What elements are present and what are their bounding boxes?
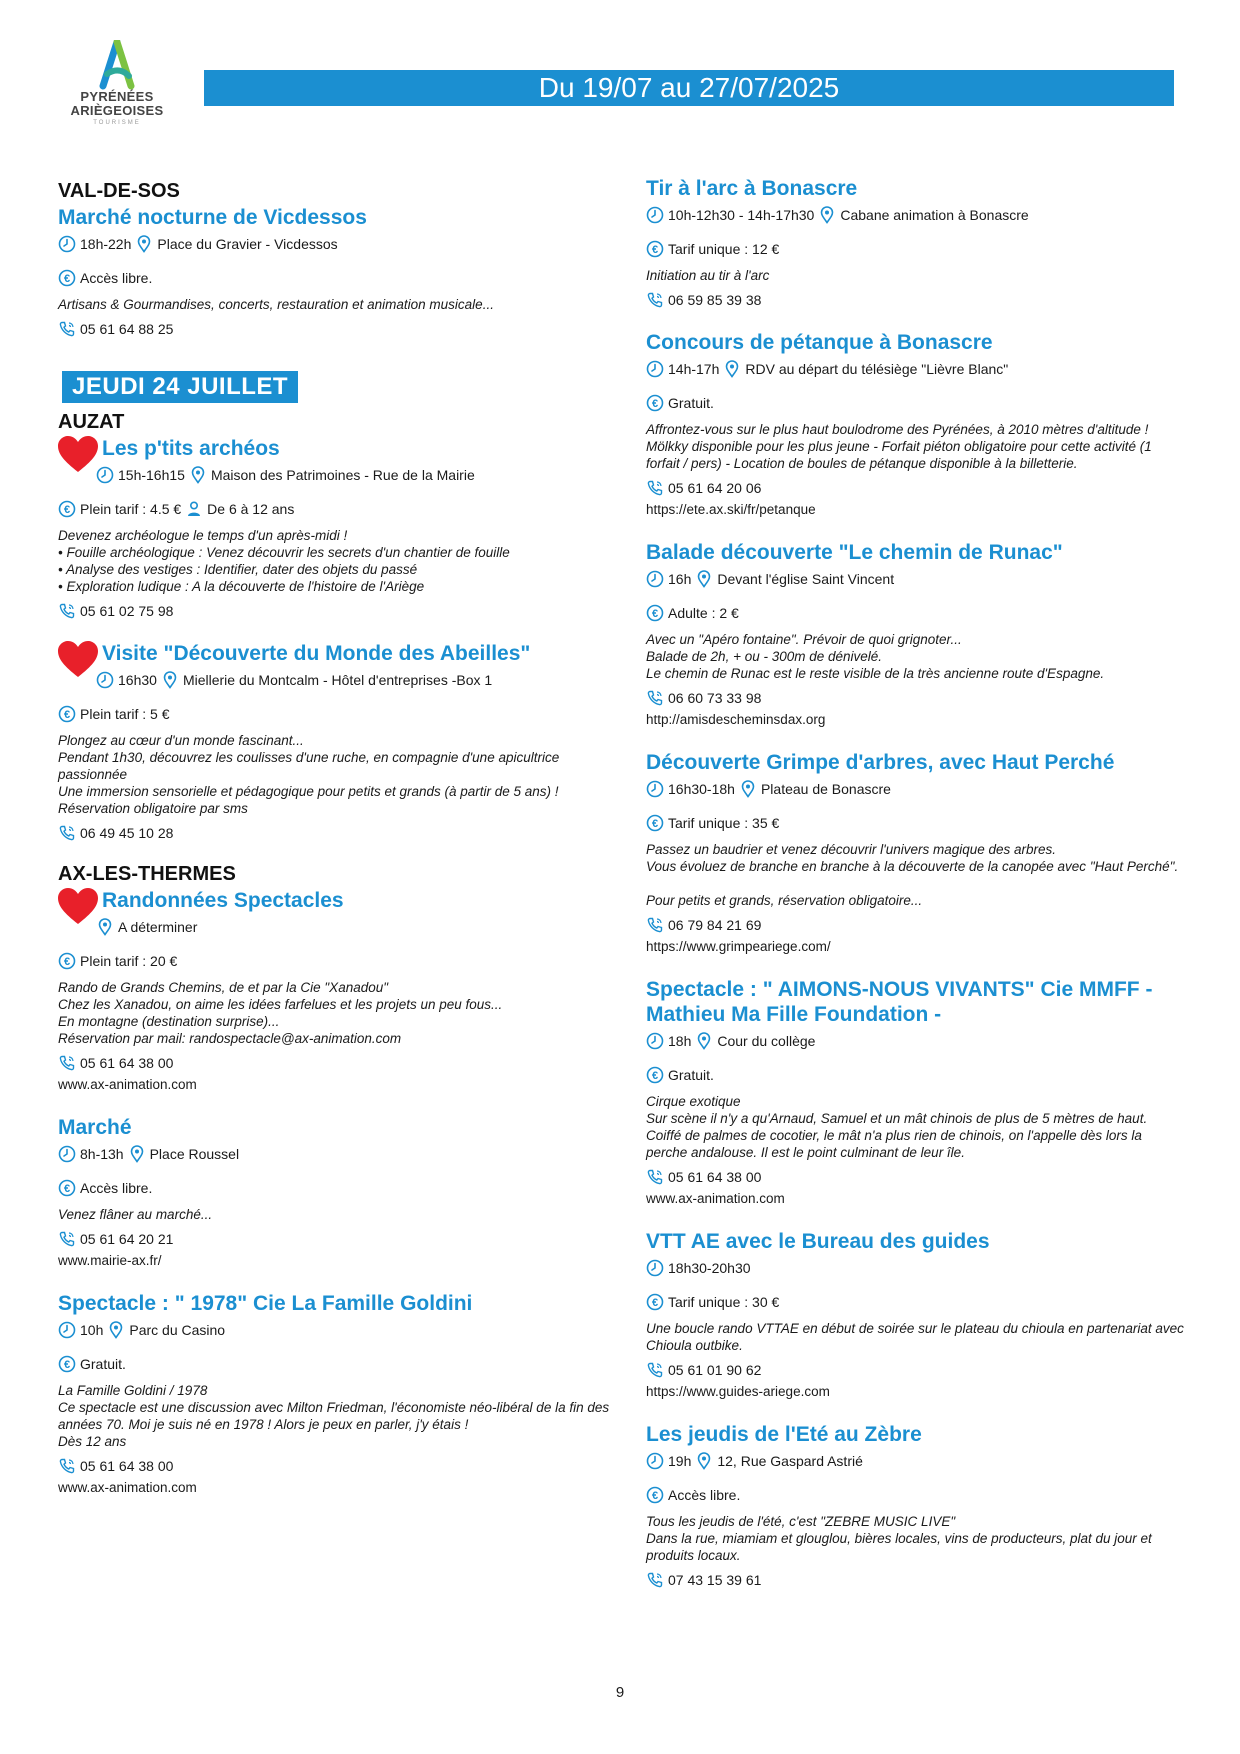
euro-icon <box>646 604 664 622</box>
phone-icon <box>646 916 664 934</box>
event-place: Place Roussel <box>149 1146 240 1162</box>
event-price: Tarif unique : 30 € <box>668 1294 780 1310</box>
event-time: 16h30 <box>118 672 157 688</box>
event-title: Spectacle : " 1978" Cie La Famille Goldini <box>58 1292 473 1315</box>
event-title: Randonnées Spectacles <box>102 889 344 912</box>
phone-icon <box>58 824 76 842</box>
event-description <box>646 631 1186 682</box>
phone-icon <box>58 1457 76 1475</box>
event <box>58 1291 618 1498</box>
event-title: VTT AE avec le Bureau des guides <box>646 1230 990 1253</box>
clock-icon <box>646 1032 664 1050</box>
event-title: Spectacle : " AIMONS-NOUS VIVANTS" Cie MMFF - Mathieu Ma Fille Foundation - <box>646 978 1153 1026</box>
svg-text:€: € <box>651 818 659 830</box>
event <box>646 176 1186 310</box>
event-phone[interactable]: 06 49 45 10 28 <box>80 825 174 841</box>
town-heading: AX-LES-THERMES <box>58 863 236 885</box>
svg-text:€: € <box>63 504 71 516</box>
description-line: Passez un baudrier et venez découvrir l'univers magique des arbres. <box>646 842 1057 857</box>
description-line: Pour petits et grands, réservation obligatoire... <box>646 893 923 908</box>
phone-icon <box>646 1571 664 1589</box>
event-phone[interactable]: 05 61 02 75 98 <box>80 603 174 619</box>
event-price-line <box>646 1065 1186 1085</box>
euro-icon <box>58 269 76 287</box>
event-website-link[interactable]: www.ax-animation.com <box>58 1077 197 1092</box>
event-time: 18h30-20h30 <box>668 1260 751 1276</box>
phone-icon <box>646 1361 664 1379</box>
clock-icon <box>646 206 664 224</box>
event-title: Les jeudis de l'Eté au Zèbre <box>646 1423 922 1446</box>
description-line <box>646 875 1186 892</box>
euro-icon <box>58 500 76 518</box>
event-time: 10h-12h30 - 14h-17h30 <box>668 207 815 223</box>
event-website-link[interactable]: www.mairie-ax.fr/ <box>58 1253 162 1268</box>
event-phone[interactable]: 06 59 85 39 38 <box>668 292 762 308</box>
description-line: Dans la rue, miamiam et glouglou, bières locales, vins de producteurs, plat du jour et produits locaux. <box>646 1531 1152 1563</box>
event-phone[interactable]: 05 61 64 38 00 <box>668 1169 762 1185</box>
description-line: Une immersion sensorielle et pédagogique pour petits et grands (à partir de 5 ans) ! <box>58 784 559 799</box>
logo-mark-icon <box>97 40 137 90</box>
event-time: 10h <box>80 1322 104 1338</box>
event-age: De 6 à 12 ans <box>207 501 295 517</box>
description-line: Avec un "Apéro fontaine". Prévoir de quoi grignoter... <box>646 632 962 647</box>
event-phone[interactable]: 07 43 15 39 61 <box>668 1572 762 1588</box>
event-time: 19h <box>668 1453 692 1469</box>
event-description <box>646 1320 1186 1354</box>
event <box>646 750 1186 957</box>
clock-icon <box>646 360 664 378</box>
description-line: Réservation par mail: randospectacle@ax-animation.com <box>58 1031 402 1046</box>
town-heading: AUZAT <box>58 411 125 433</box>
event-when-where <box>58 465 618 485</box>
heart-icon <box>56 639 100 679</box>
description-line: Dès 12 ans <box>58 1434 127 1449</box>
euro-icon <box>646 1486 664 1504</box>
event-phone[interactable]: 05 61 01 90 62 <box>668 1362 762 1378</box>
event-price-line <box>58 1178 618 1198</box>
event-when-where <box>58 670 618 690</box>
event-when-where <box>646 1451 1186 1471</box>
event <box>58 436 618 621</box>
description-line: • Analyse des vestiges : Identifier, dater des objets du passé <box>58 562 418 577</box>
event-title: Visite "Découverte du Monde des Abeilles" <box>102 642 531 665</box>
right-column <box>646 176 1186 1610</box>
event-title: Tir à l'arc à Bonascre <box>646 177 858 200</box>
event-phone[interactable]: 05 61 64 88 25 <box>80 321 174 337</box>
euro-icon <box>58 1179 76 1197</box>
clock-icon <box>646 570 664 588</box>
svg-text:€: € <box>63 956 71 968</box>
description-line: Devenez archéologue le temps d'un après-midi ! <box>58 528 348 543</box>
event-phone-line <box>58 319 618 339</box>
event-price-line <box>58 268 618 288</box>
person-icon <box>185 500 203 518</box>
phone-icon <box>646 479 664 497</box>
location-pin-icon <box>189 466 207 484</box>
event-when-where <box>646 569 1186 589</box>
day-heading: JEUDI 24 JUILLET <box>62 371 298 403</box>
description-line: Chez les Xanadou, on aime les idées farfelues et les projets un peu fous... <box>58 997 503 1012</box>
description-line: Affrontez-vous sur le plus haut boulodrome des Pyrénées, à 2010 mètres d'altitude ! Mölkky disponible pour les plus jeune - Forfait piéton obligatoire pour cette activité (1 forfait / pers) - Location de boules de pétanque disponible à la billetterie. <box>646 422 1152 471</box>
event-place: Parc du Casino <box>129 1322 226 1338</box>
event-price: Tarif unique : 35 € <box>668 815 780 831</box>
event-price-line <box>646 813 1186 833</box>
description-line: Ce spectacle est une discussion avec Milton Friedman, l'économiste néo-libéral de la fin des années 70. Moi je suis né en 1978 ! Alors je peux en parler, j'y étais ! <box>58 1400 610 1432</box>
event-price: Gratuit. <box>668 1067 714 1083</box>
location-pin-icon <box>739 780 757 798</box>
event-website-link[interactable]: https://www.grimpeariege.com/ <box>646 939 831 954</box>
event-place: Cabane animation à Bonascre <box>840 207 1029 223</box>
event-when-where <box>646 1258 1186 1278</box>
event-price: Accès libre. <box>80 270 153 286</box>
event-time: 16h <box>668 571 692 587</box>
event <box>58 1115 618 1271</box>
svg-text:€: € <box>651 1070 659 1082</box>
event-when-where <box>646 1031 1186 1051</box>
description-line: Artisans & Gourmandises, concerts, restauration et animation musicale... <box>58 297 494 312</box>
event-when-where <box>646 359 1186 379</box>
event-title: Marché nocturne de Vicdessos <box>58 206 367 229</box>
description-line: Initiation au tir à l'arc <box>646 268 770 283</box>
event-time: 8h-13h <box>80 1146 124 1162</box>
event-place: 12, Rue Gaspard Astrié <box>717 1453 863 1469</box>
event-price: Plein tarif : 5 € <box>80 706 170 722</box>
event-price: Accès libre. <box>668 1487 741 1503</box>
event-phone[interactable]: 05 61 64 38 00 <box>80 1458 174 1474</box>
event-price-line <box>646 1485 1186 1505</box>
event-phone-line <box>646 688 1186 708</box>
event-when-where <box>58 1144 618 1164</box>
event-phone-line <box>646 290 1186 310</box>
location-pin-icon <box>128 1145 146 1163</box>
description-line: Pendant 1h30, découvrez les coulisses d'une ruche, en compagnie d'une apicultrice passionnée <box>58 750 560 782</box>
event-price: Gratuit. <box>80 1356 126 1372</box>
event-description <box>58 732 618 817</box>
clock-icon <box>58 1321 76 1339</box>
event-time: 16h30-18h <box>668 781 735 797</box>
description-line: Venez flâner au marché... <box>58 1207 213 1222</box>
euro-icon <box>58 1355 76 1373</box>
location-pin-icon <box>818 206 836 224</box>
svg-text:€: € <box>63 1183 71 1195</box>
phone-icon <box>646 689 664 707</box>
euro-icon <box>646 1066 664 1084</box>
phone-icon <box>58 320 76 338</box>
event-phone[interactable]: 05 61 64 38 00 <box>80 1055 174 1071</box>
svg-text:€: € <box>651 244 659 256</box>
event-time: 15h-16h15 <box>118 467 185 483</box>
event-phone-line <box>58 1456 618 1476</box>
event-website-link[interactable]: https://www.guides-ariege.com <box>646 1384 830 1399</box>
event-description <box>646 841 1186 909</box>
heart-icon <box>56 434 100 474</box>
event-price: Plein tarif : 20 € <box>80 953 178 969</box>
event-price: Accès libre. <box>80 1180 153 1196</box>
description-line: • Exploration ludique : A la découverte de l'histoire de l'Ariège <box>58 579 425 594</box>
event-when-where <box>58 917 618 937</box>
phone-icon <box>58 602 76 620</box>
description-line: Tous les jeudis de l'été, c'est "ZEBRE MUSIC LIVE" <box>646 1514 956 1529</box>
date-range-banner: Du 19/07 au 27/07/2025 <box>204 70 1174 106</box>
event-place: RDV au départ du télésiège "Lièvre Blanc" <box>745 361 1009 377</box>
euro-icon <box>58 705 76 723</box>
event-price-line <box>646 393 1186 413</box>
event-description <box>58 296 618 313</box>
event-place: Plateau de Bonascre <box>760 781 891 797</box>
event-phone-line <box>646 478 1186 498</box>
event-price: Plein tarif : 4.5 € <box>80 501 182 517</box>
event-title: Concours de pétanque à Bonascre <box>646 331 993 354</box>
description-line: Rando de Grands Chemins, de et par la Cie "Xanadou" <box>58 980 389 995</box>
event-when-where <box>646 205 1186 225</box>
event <box>646 977 1186 1209</box>
event <box>646 1229 1186 1402</box>
clock-icon <box>646 1259 664 1277</box>
phone-icon <box>58 1230 76 1248</box>
event-place: Miellerie du Montcalm - Hôtel d'entreprises -Box 1 <box>182 672 493 688</box>
event-title: Balade découverte "Le chemin de Runac" <box>646 541 1063 564</box>
event-title: Découverte Grimpe d'arbres, avec Haut Perché <box>646 751 1115 774</box>
event-phone-line <box>646 1570 1186 1590</box>
event-title: Les p'tits archéos <box>102 437 280 460</box>
svg-text:€: € <box>63 709 71 721</box>
svg-text:€: € <box>651 1490 659 1502</box>
logo <box>62 40 172 126</box>
svg-text:€: € <box>651 1297 659 1309</box>
description-line: • Fouille archéologique : Venez découvrir les secrets d'un chantier de fouille <box>58 545 510 560</box>
svg-text:€: € <box>651 398 659 410</box>
description-line: Balade de 2h, + ou - 300m de dénivelé. <box>646 649 883 664</box>
clock-icon <box>646 1452 664 1470</box>
event-phone-line <box>58 1053 618 1073</box>
event-price-line <box>646 239 1186 259</box>
event-description <box>646 421 1186 472</box>
event-description <box>58 1206 618 1223</box>
location-pin-icon <box>695 1032 713 1050</box>
event <box>646 1422 1186 1590</box>
event-price-line <box>58 704 618 724</box>
event-description <box>58 1382 618 1450</box>
event-time: 18h-22h <box>80 236 132 252</box>
description-line: Plongez au cœur d'un monde fascinant... <box>58 733 304 748</box>
clock-icon <box>646 780 664 798</box>
description-line: Réservation obligatoire par sms <box>58 801 248 816</box>
euro-icon <box>646 240 664 258</box>
description-line: Vous évoluez de branche en branche à la découverte de la canopée avec "Haut Perché". <box>646 859 1179 874</box>
clock-icon <box>58 235 76 253</box>
event-time: 18h <box>668 1033 692 1049</box>
euro-icon <box>58 952 76 970</box>
event-website-link[interactable]: www.ax-animation.com <box>58 1480 197 1495</box>
event-place: Maison des Patrimoines - Rue de la Mairie <box>210 467 475 483</box>
event-phone[interactable]: 05 61 64 20 21 <box>80 1231 174 1247</box>
town-heading: VAL-DE-SOS <box>58 180 180 202</box>
logo-line2: ARIÈGEOISES <box>70 103 164 118</box>
event-description <box>646 1513 1186 1564</box>
euro-icon <box>646 1293 664 1311</box>
event-place: Place du Gravier - Vicdessos <box>157 236 338 252</box>
event <box>58 641 618 843</box>
description-line: Le chemin de Runac est le reste visible de la très ancienne route d'Espagne. <box>646 666 1105 681</box>
svg-text:€: € <box>63 1359 71 1371</box>
euro-icon <box>646 814 664 832</box>
event-when-where <box>58 1320 618 1340</box>
event-price: Tarif unique : 12 € <box>668 241 780 257</box>
description-line: La Famille Goldini / 1978 <box>58 1383 208 1398</box>
event-phone-line <box>646 1360 1186 1380</box>
left-column <box>58 176 618 1518</box>
phone-icon <box>646 291 664 309</box>
event-description <box>646 267 1186 284</box>
event-when-where <box>646 779 1186 799</box>
event-when-where <box>58 234 618 254</box>
event-website-link[interactable]: https://ete.ax.ski/fr/petanque <box>646 502 816 517</box>
event-price-line <box>58 951 618 971</box>
event-place: Devant l'église Saint Vincent <box>717 571 895 587</box>
event <box>646 330 1186 520</box>
location-pin-icon <box>135 235 153 253</box>
euro-icon <box>646 394 664 412</box>
event-place: A déterminer <box>118 919 198 935</box>
event-description <box>58 979 618 1047</box>
location-pin-icon <box>161 671 179 689</box>
logo-line3: TOURISME <box>93 120 141 126</box>
clock-icon <box>58 1145 76 1163</box>
location-pin-icon <box>695 1452 713 1470</box>
description-line: Sur scène il n'y a qu'Arnaud, Samuel et un mât chinois de plus de 5 mètres de haut. Coiffé de palmes de cocotier, le mât n'a plus rien de chinois, on l'appelle dès lors la perche andalouse. Il est le point culminant de leur île. <box>646 1111 1148 1160</box>
event-phone[interactable]: 05 61 64 20 06 <box>668 480 762 496</box>
event <box>58 205 618 339</box>
page-number: 9 <box>615 1684 625 1701</box>
event-price-line <box>646 1292 1186 1312</box>
event-description <box>646 1093 1186 1161</box>
svg-text:€: € <box>63 273 71 285</box>
event-time: 14h-17h <box>668 361 720 377</box>
event-price-line <box>58 499 618 519</box>
event-website-link[interactable]: www.ax-animation.com <box>646 1191 785 1206</box>
event-phone[interactable]: 06 60 73 33 98 <box>668 690 762 706</box>
event-phone-line <box>646 1167 1186 1187</box>
event-price-line <box>58 1354 618 1374</box>
event-phone-line <box>58 823 618 843</box>
description-line: En montagne (destination surprise)... <box>58 1014 280 1029</box>
event-price: Gratuit. <box>668 395 714 411</box>
location-pin-icon <box>695 570 713 588</box>
event-place: Cour du collège <box>717 1033 816 1049</box>
phone-icon <box>646 1168 664 1186</box>
event-description <box>58 527 618 595</box>
phone-icon <box>58 1054 76 1072</box>
location-pin-icon <box>723 360 741 378</box>
event-phone-line <box>646 915 1186 935</box>
svg-text:€: € <box>651 608 659 620</box>
event-price-line <box>646 603 1186 623</box>
event <box>646 540 1186 730</box>
heart-icon <box>56 886 100 926</box>
event-price: Adulte : 2 € <box>668 605 739 621</box>
description-line: Cirque exotique <box>646 1094 741 1109</box>
event-website-link[interactable]: http://amisdescheminsdax.org <box>646 712 826 727</box>
event-phone[interactable]: 06 79 84 21 69 <box>668 917 762 933</box>
event-title: Marché <box>58 1116 132 1139</box>
event <box>58 888 618 1095</box>
event-phone-line <box>58 601 618 621</box>
location-pin-icon <box>107 1321 125 1339</box>
event-phone-line <box>58 1229 618 1249</box>
logo-line1: PYRÉNÉES <box>80 89 154 104</box>
description-line: Une boucle rando VTTAE en début de soirée sur le plateau du chioula en partenariat avec Chioula outbike. <box>646 1321 1184 1353</box>
